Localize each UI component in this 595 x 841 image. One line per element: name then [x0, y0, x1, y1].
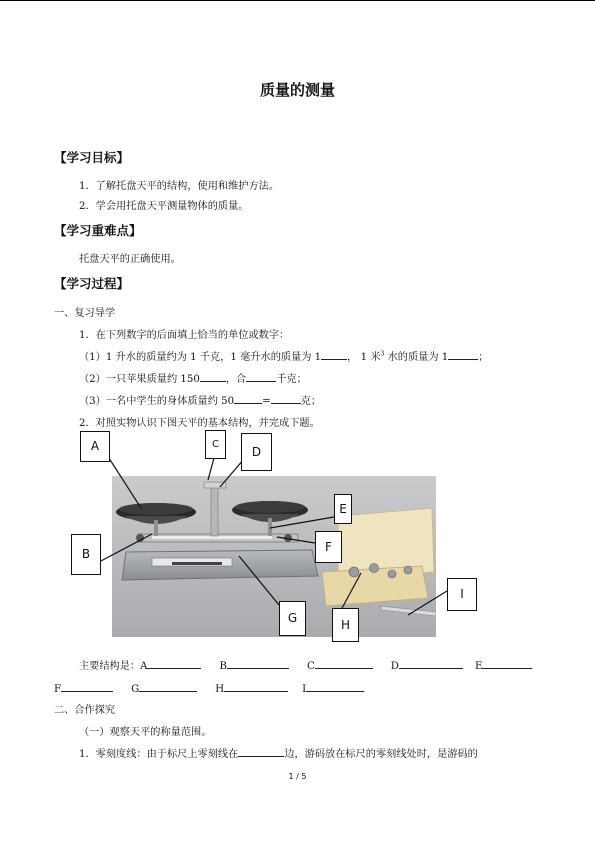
goal-item-2: 2．学会用托盘天平测量物体的质量。	[79, 201, 249, 212]
answer-blank[interactable]	[234, 392, 262, 404]
answer-blank[interactable]	[139, 680, 197, 692]
page-top-border	[0, 0, 595, 1]
review-line-1: （1）1 升水的质量约为 1 千克，1 毫升水的质量为 1 ， 1 米$^3$ 水的质量为 1 ；	[79, 348, 488, 363]
callout-label-e: E	[334, 494, 352, 524]
answer-blank[interactable]	[271, 392, 301, 404]
answer-blank[interactable]	[147, 657, 201, 669]
callout-label-d: D	[241, 433, 272, 471]
answer-blank[interactable]	[306, 680, 364, 692]
callout-label-b: B	[71, 534, 101, 575]
answer-blank[interactable]	[315, 657, 373, 669]
page-title: 质量的测量	[259, 81, 335, 99]
review-heading: 一、复习导学	[54, 308, 116, 319]
answer-blank[interactable]	[246, 370, 276, 382]
answer-blank[interactable]	[321, 348, 347, 360]
answer-blank[interactable]	[227, 657, 289, 669]
review-question-1: 1．在下列数字的后面填上恰当的单位或数字：	[79, 330, 290, 341]
callout-label-i: I	[447, 578, 477, 611]
answer-blank[interactable]	[61, 680, 113, 692]
answer-blank[interactable]	[224, 680, 288, 692]
callout-label-a: A	[80, 431, 110, 462]
review-line-2: （2）一只苹果质量约 150 ，合 千克；	[79, 370, 307, 385]
page-number: 1 / 5	[288, 772, 307, 781]
section-process-heading: 【学习过程】	[54, 276, 130, 291]
coop-heading: 二、合作探究	[54, 705, 116, 716]
balance-photo	[112, 476, 436, 637]
coop-zero-line: 1．零刻度线：由于标尺上零刻线在 边，游码放在标尺的零刻线处时，是游码的	[79, 745, 478, 760]
coop-subheading: （一）观察天平的称量范围。	[79, 727, 212, 738]
answer-blank[interactable]	[238, 745, 284, 757]
structure-line-2: F G H I	[54, 680, 364, 695]
callout-label-h: H	[332, 608, 359, 642]
callout-label-c: C	[205, 430, 226, 459]
section-keypoints-heading: 【学习重难点】	[54, 223, 142, 238]
review-question-2: 2．对照实物认识下图天平的基本结构，并完成下题。	[79, 418, 320, 429]
callout-label-f: F	[315, 531, 342, 563]
balance-illustration	[112, 476, 436, 637]
answer-blank[interactable]	[482, 657, 532, 669]
keypoint-text: 托盘天平的正确使用。	[79, 254, 181, 265]
structure-line-1: 主要结构是：A B C D E	[79, 657, 532, 672]
answer-blank[interactable]	[200, 370, 226, 382]
answer-blank[interactable]	[448, 348, 478, 360]
goal-item-1: 1．了解托盘天平的结构，使用和维护方法。	[79, 181, 280, 192]
review-line-3: （3）一名中学生的身体质量约 50 = 克；	[79, 392, 321, 407]
section-goals-heading: 【学习目标】	[54, 150, 130, 165]
callout-label-g: G	[279, 601, 306, 636]
answer-blank[interactable]	[399, 657, 463, 669]
